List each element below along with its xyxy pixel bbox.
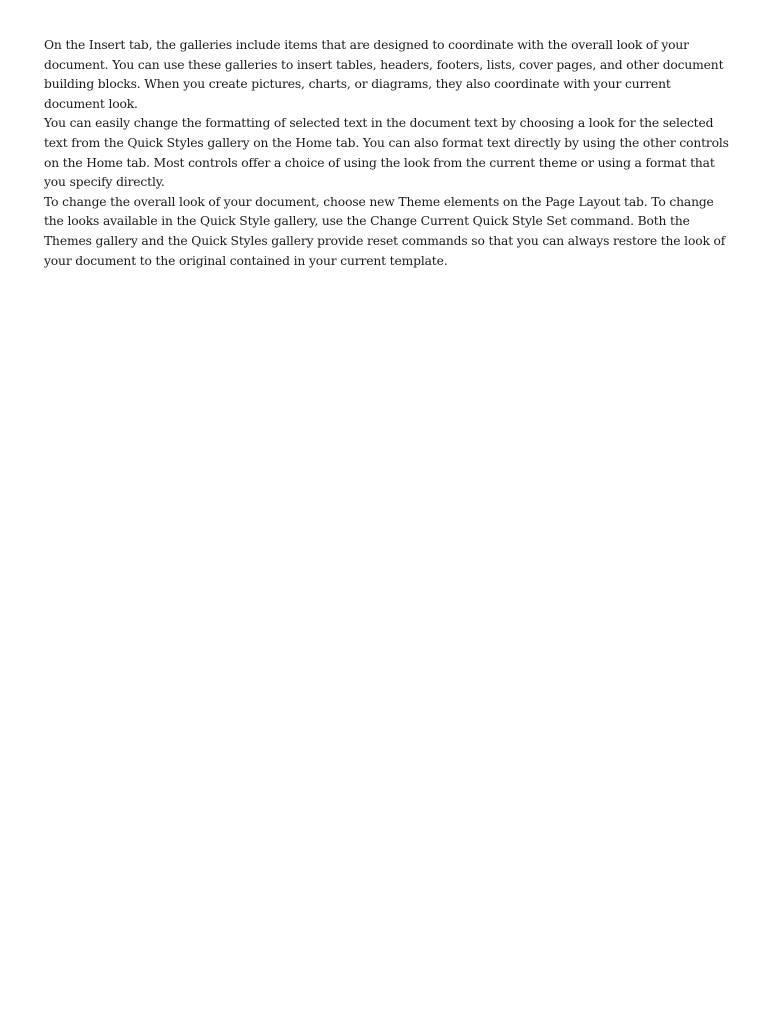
paragraph-3: To change the overall look of your document, choose new Theme elements on the Page Layout tab. To change the looks available in the Quick Style gallery, use the Change Current Quick Style Set command. Both the Themes gallery and the Quick Styles gallery provide reset commands so that you can always restore the look of your document to the original contained in your current template. xyxy=(44,194,726,268)
paragraph-2: You can easily change the formatting of selected text in the document text by choosing a look for the selected text from the Quick Styles gallery on the Home tab. You can also format text directly by using the other controls on the Home tab. Most controls offer a choice of using the look from the current theme or using a format that you specify directly. xyxy=(44,116,729,190)
paragraph-1: On the Insert tab, the galleries include items that are designed to coordinate with the overall look of your document. You can use these galleries to insert tables, headers, footers, lists, cover pages, and other document building blocks. When you create pictures, charts, or diagrams, they also coordinate with your current document look. xyxy=(44,38,724,111)
document-page xyxy=(44,36,734,271)
